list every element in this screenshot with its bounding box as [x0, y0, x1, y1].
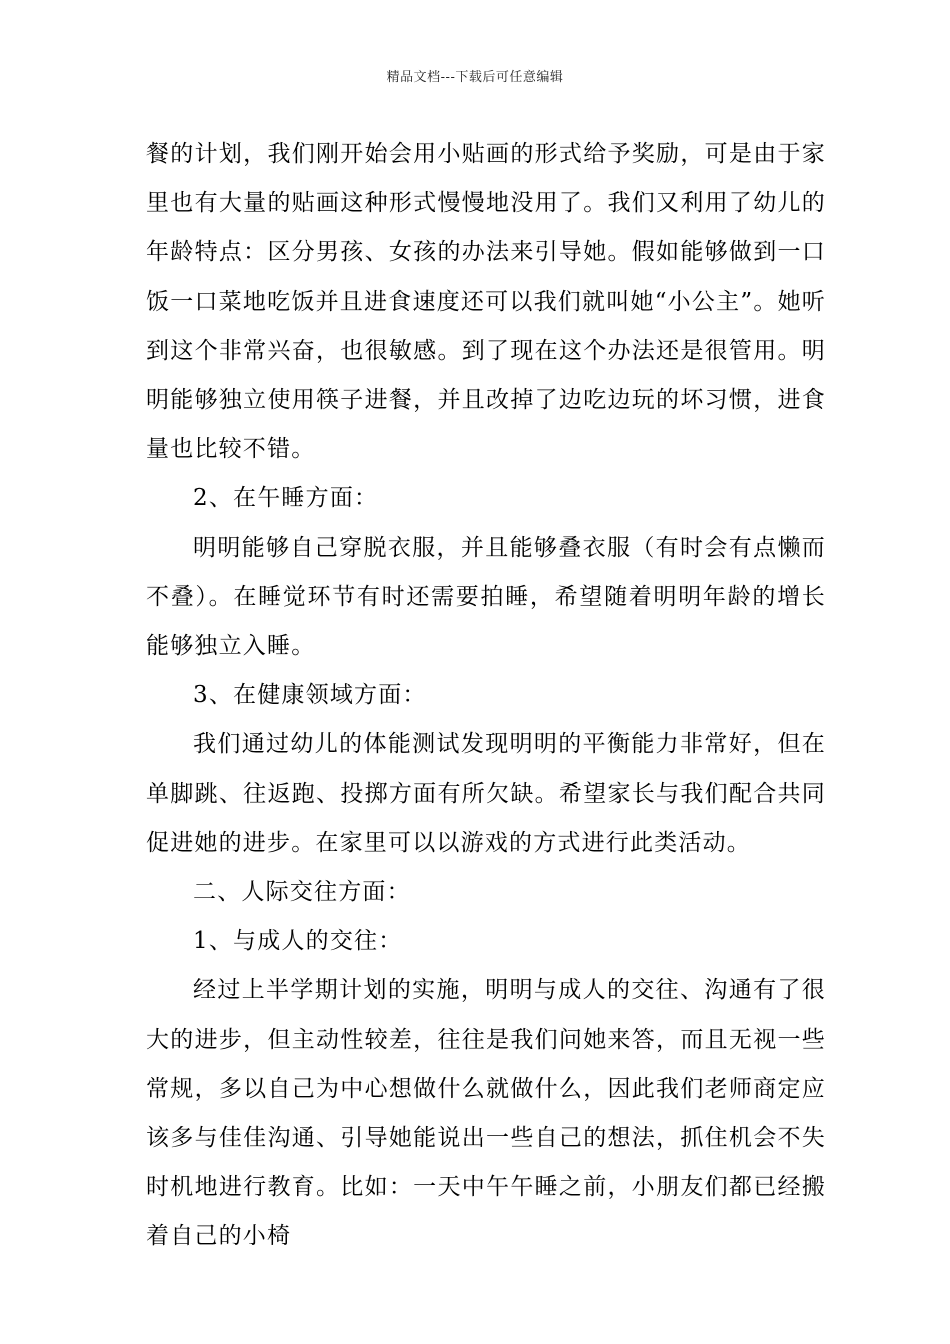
paragraph-health: 我们通过幼儿的体能测试发现明明的平衡能力非常好，但在单脚跳、往返跑、投掷方面有所欠缺。希望家长与我们配合共同促进她的进步。在家里可以以游戏的方式进行此类活动。 [146, 731, 826, 856]
paragraph-nap: 明明能够自己穿脱衣服，并且能够叠衣服（有时会有点懒而不叠）。在睡觉环节有时还需要拍睡，希望随着明明年龄的增长能够独立入睡。 [146, 534, 826, 660]
heading-adult-interaction: 1、与成人的交往： [193, 928, 403, 955]
paragraph-eating-continued: 餐的计划，我们刚开始会用小贴画的形式给予奖励，可是由于家里也有大量的贴画这种形式慢慢地没用了。我们又利用了幼儿的年龄特点：区分男孩、女孩的办法来引导她。假如能够做到一口饭一口菜地吃饭并且进食速度还可以我们就叫她“小公主”。她听到这个非常兴奋，也很敏感。到了现在这个办法还是很管用。明明能够独立使用筷子进餐，并且改掉了边吃边玩的坏习惯，进食量也比较不错。 [146, 141, 826, 463]
document-body [146, 130, 826, 1262]
page-header: 精品文档---下载后可任意编辑 [386, 70, 564, 85]
heading-social: 二、人际交往方面： [193, 879, 411, 906]
paragraph-adult-interaction: 经过上半学期计划的实施，明明与成人的交往、沟通有了很大的进步，但主动性较差，往往是我们问她来答，而且无视一些常规，多以自己为中心想做什么就做什么，因此我们老师商定应该多与佳佳沟通、引导她能说出一些自己的想法，抓住机会不失时机地进行教育。比如：一天中午午睡之前，小朋友们都已经搬着自己的小椅 [146, 977, 826, 1250]
heading-nap: 2、在午睡方面： [193, 485, 379, 512]
heading-health: 3、在健康领域方面： [193, 682, 427, 709]
